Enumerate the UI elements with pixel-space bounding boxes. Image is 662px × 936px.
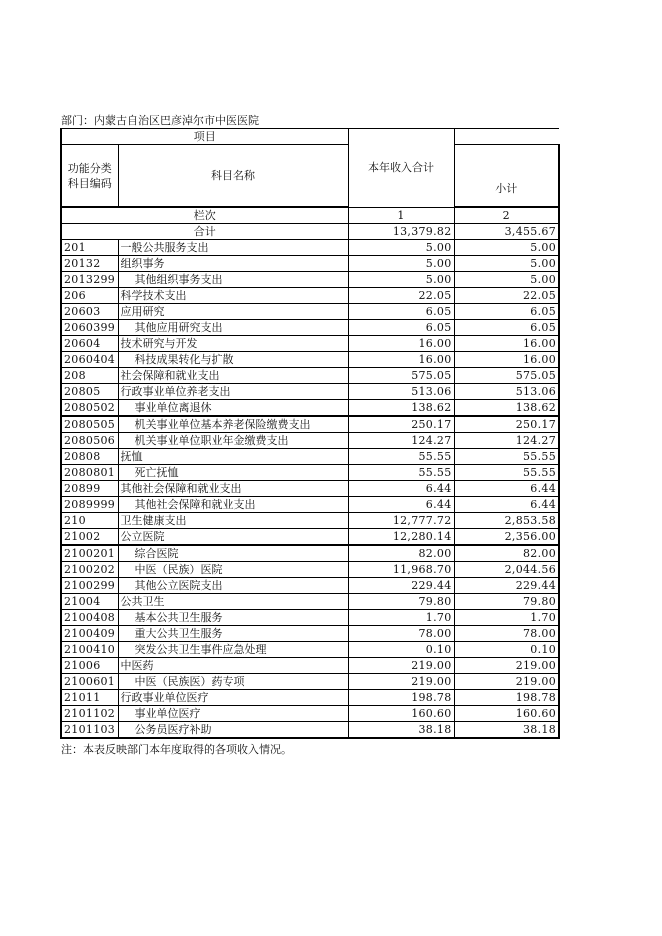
row-name: 其他组织事务支出: [118, 272, 348, 288]
row-name: 社会保障和就业支出: [118, 368, 348, 384]
row-name: 其他公立医院支出: [118, 578, 348, 594]
row-subtotal: 55.55: [454, 449, 559, 465]
table-row: [61, 642, 559, 658]
row-name: 其他社会保障和就业支出: [118, 481, 348, 497]
row-total: 78.00: [348, 626, 454, 642]
table-row: [61, 626, 559, 642]
table-row: [61, 594, 559, 610]
row-total: 198.78: [348, 690, 454, 706]
row-total: 5.00: [348, 240, 454, 256]
row-name: 公立医院: [118, 529, 348, 546]
footnote: 注：本表反映部门本年度取得的各项收入情况。: [61, 743, 292, 756]
row-code: 21002: [61, 529, 118, 546]
row-total: 138.62: [348, 400, 454, 417]
row-subtotal: 219.00: [454, 674, 559, 690]
row-name: 中医（民族）医院: [118, 562, 348, 578]
row-name: 应用研究: [118, 304, 348, 320]
row-subtotal: 55.55: [454, 465, 559, 481]
header-subtotal: 小计: [454, 145, 559, 208]
row-total: 6.44: [348, 497, 454, 513]
row-name: 组织事务: [118, 256, 348, 272]
row-subtotal: 1.70: [454, 610, 559, 626]
row-code: 2101102: [61, 706, 118, 722]
row-code: 201: [61, 240, 118, 256]
row-name: 抚恤: [118, 449, 348, 465]
table-row: [61, 513, 559, 529]
sum-total: 13,379.82: [348, 224, 454, 240]
row-name: 综合医院: [118, 545, 348, 562]
row-name: 行政事业单位养老支出: [118, 384, 348, 400]
row-total: 82.00: [348, 545, 454, 562]
row-total: 219.00: [348, 658, 454, 674]
row-name: 事业单位医疗: [118, 706, 348, 722]
row-code: 2100201: [61, 545, 118, 562]
row-total: 0.10: [348, 642, 454, 658]
column-index-row: [61, 207, 559, 224]
table-row: [61, 320, 559, 336]
row-code: 208: [61, 368, 118, 384]
row-name: 重大公共卫生服务: [118, 626, 348, 642]
row-code: 210: [61, 513, 118, 529]
column-index-total: 1: [348, 207, 454, 224]
row-code: 20604: [61, 336, 118, 352]
table-row: [61, 578, 559, 594]
row-total: 12,777.72: [348, 513, 454, 529]
row-name: 死亡抚恤: [118, 465, 348, 481]
row-total: 22.05: [348, 288, 454, 304]
row-subtotal: 6.05: [454, 320, 559, 336]
row-subtotal: 229.44: [454, 578, 559, 594]
row-subtotal: 6.44: [454, 481, 559, 497]
row-subtotal: 6.05: [454, 304, 559, 320]
row-code: 20603: [61, 304, 118, 320]
row-name: 技术研究与开发: [118, 336, 348, 352]
row-total: 1.70: [348, 610, 454, 626]
row-name: 机关事业单位职业年金缴费支出: [118, 433, 348, 449]
row-code: 2080506: [61, 433, 118, 449]
row-total: 55.55: [348, 449, 454, 465]
row-total: 5.00: [348, 256, 454, 272]
row-code: 21004: [61, 594, 118, 610]
sum-subtotal: 3,455.67: [454, 224, 559, 240]
table-row: [61, 481, 559, 497]
row-total: 124.27: [348, 433, 454, 449]
row-total: 16.00: [348, 336, 454, 352]
row-subtotal: 82.00: [454, 545, 559, 562]
row-name: 事业单位离退休: [118, 400, 348, 417]
table-row: [61, 610, 559, 626]
row-name: 行政事业单位医疗: [118, 690, 348, 706]
table-row: [61, 288, 559, 304]
table-row: [61, 690, 559, 706]
header-code: 功能分类科目编码: [61, 145, 118, 208]
row-subtotal: 138.62: [454, 400, 559, 417]
row-code: 21006: [61, 658, 118, 674]
row-subtotal: 2,044.56: [454, 562, 559, 578]
row-name: 突发公共卫生事件应急处理: [118, 642, 348, 658]
row-subtotal: 2,356.00: [454, 529, 559, 546]
row-code: 2060404: [61, 352, 118, 368]
row-name: 其他应用研究支出: [118, 320, 348, 336]
row-code: 2013299: [61, 272, 118, 288]
row-subtotal: 160.60: [454, 706, 559, 722]
table-row: [61, 256, 559, 272]
row-subtotal: 79.80: [454, 594, 559, 610]
row-name: 其他社会保障和就业支出: [118, 497, 348, 513]
table-row: [61, 336, 559, 352]
row-subtotal: 16.00: [454, 336, 559, 352]
row-code: 2080505: [61, 416, 118, 433]
row-name: 机关事业单位基本养老保险缴费支出: [118, 416, 348, 433]
row-name: 中医（民族医）药专项: [118, 674, 348, 690]
row-code: 2100410: [61, 642, 118, 658]
row-total: 6.05: [348, 304, 454, 320]
row-code: 2100299: [61, 578, 118, 594]
row-name: 中医药: [118, 658, 348, 674]
row-code: 2080502: [61, 400, 118, 417]
row-total: 575.05: [348, 368, 454, 384]
row-code: 2100409: [61, 626, 118, 642]
row-total: 11,968.70: [348, 562, 454, 578]
row-subtotal: 22.05: [454, 288, 559, 304]
row-code: 20132: [61, 256, 118, 272]
row-code: 2060399: [61, 320, 118, 336]
table-row: [61, 465, 559, 481]
row-total: 79.80: [348, 594, 454, 610]
header-name: 科目名称: [118, 145, 348, 208]
table-row: [61, 304, 559, 320]
table-row: [61, 272, 559, 288]
row-name: 基本公共卫生服务: [118, 610, 348, 626]
row-code: 20808: [61, 449, 118, 465]
table-row: [61, 658, 559, 674]
sum-row: [61, 224, 559, 240]
row-total: 16.00: [348, 352, 454, 368]
row-subtotal: 124.27: [454, 433, 559, 449]
table-row: [61, 384, 559, 400]
row-subtotal: 219.00: [454, 658, 559, 674]
header-subtotal-group: [454, 129, 559, 145]
row-code: 2080801: [61, 465, 118, 481]
table-row: [61, 368, 559, 384]
column-index-label: 栏次: [61, 207, 348, 224]
row-subtotal: 5.00: [454, 256, 559, 272]
row-total: 12,280.14: [348, 529, 454, 546]
table-row: [61, 240, 559, 256]
row-code: 20805: [61, 384, 118, 400]
table-row: [61, 529, 559, 546]
table-row: [61, 545, 559, 562]
row-subtotal: 0.10: [454, 642, 559, 658]
table-row: [61, 416, 559, 433]
row-name: 卫生健康支出: [118, 513, 348, 529]
table-row: [61, 562, 559, 578]
row-total: 6.05: [348, 320, 454, 336]
row-subtotal: 16.00: [454, 352, 559, 368]
header-total: 本年收入合计: [348, 129, 454, 208]
row-code: 206: [61, 288, 118, 304]
row-subtotal: 38.18: [454, 722, 559, 739]
row-total: 38.18: [348, 722, 454, 739]
income-table: [60, 128, 560, 739]
row-total: 6.44: [348, 481, 454, 497]
row-subtotal: 198.78: [454, 690, 559, 706]
table-row: [61, 722, 559, 739]
row-subtotal: 250.17: [454, 416, 559, 433]
row-code: 2100408: [61, 610, 118, 626]
row-code: 20899: [61, 481, 118, 497]
row-total: 250.17: [348, 416, 454, 433]
row-code: 21011: [61, 690, 118, 706]
column-index-subtotal: 2: [454, 207, 559, 224]
row-name: 公务员医疗补助: [118, 722, 348, 739]
header-row-main: [61, 145, 559, 208]
department-label: 部门：内蒙古自治区巴彦淖尔市中医医院: [61, 114, 259, 127]
row-subtotal: 6.44: [454, 497, 559, 513]
table-row: [61, 433, 559, 449]
table-row: [61, 400, 559, 417]
row-code: 2101103: [61, 722, 118, 739]
row-total: 229.44: [348, 578, 454, 594]
header-item: 项目: [61, 129, 348, 145]
row-subtotal: 513.06: [454, 384, 559, 400]
row-name: 一般公共服务支出: [118, 240, 348, 256]
row-code: 2089999: [61, 497, 118, 513]
row-code: 2100601: [61, 674, 118, 690]
row-name: 科学技术支出: [118, 288, 348, 304]
row-total: 219.00: [348, 674, 454, 690]
row-name: 科技成果转化与扩散: [118, 352, 348, 368]
table-row: [61, 706, 559, 722]
header-row-item: [61, 129, 559, 145]
table-row: [61, 352, 559, 368]
row-total: 55.55: [348, 465, 454, 481]
row-subtotal: 78.00: [454, 626, 559, 642]
sum-label: 合计: [61, 224, 348, 240]
table-row: [61, 497, 559, 513]
row-subtotal: 5.00: [454, 240, 559, 256]
row-total: 5.00: [348, 272, 454, 288]
row-subtotal: 5.00: [454, 272, 559, 288]
row-code: 2100202: [61, 562, 118, 578]
row-total: 160.60: [348, 706, 454, 722]
row-total: 513.06: [348, 384, 454, 400]
table-row: [61, 449, 559, 465]
row-name: 公共卫生: [118, 594, 348, 610]
table-row: [61, 674, 559, 690]
row-subtotal: 2,853.58: [454, 513, 559, 529]
row-subtotal: 575.05: [454, 368, 559, 384]
